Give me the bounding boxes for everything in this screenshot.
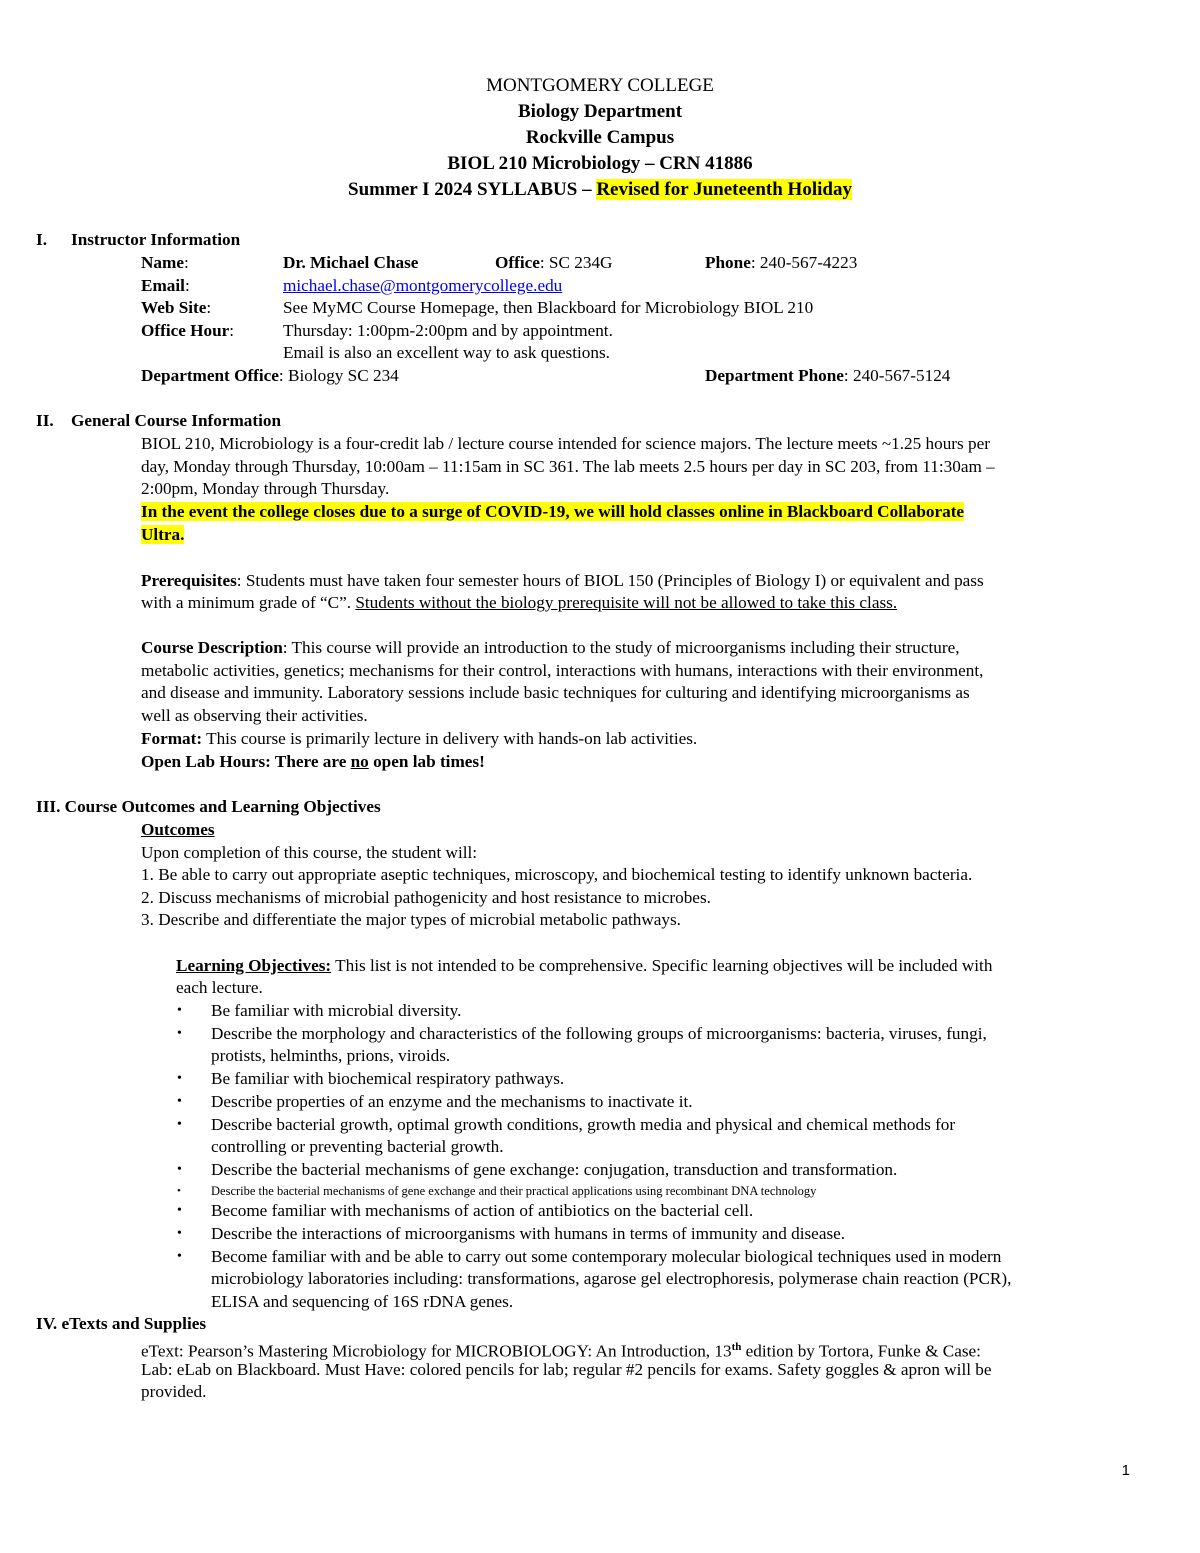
office-hour-value: Thursday: 1:00pm-2:00pm and by appointment. (283, 321, 613, 340)
term-label: Summer I 2024 SYLLABUS – (348, 179, 597, 200)
web-site-label: Web Site: (141, 298, 212, 317)
prerequisites-cont: with a minimum grade of “C”. Students without the biology prerequisite will not be allowed to take this class. (141, 593, 898, 612)
course-info-line: day, Monday through Thursday, 10:00am – 11:15am in SC 361. The lab meets 2.5 hours per day in SC 203, from 11:30am – (141, 457, 995, 476)
office-hour-label: Office Hour: (141, 321, 235, 340)
objective-item: Describe the morphology and characteristics of the following groups of microorganisms: bacteria, viruses, fungi, (211, 1024, 987, 1043)
bullet-icon: • (177, 1162, 182, 1177)
prerequisite-warning: Students without the biology prerequisite will not be allowed to take this class. (355, 593, 898, 612)
outcomes-intro: Upon completion of this course, the student will: (141, 843, 478, 862)
header-block (0, 73, 1200, 203)
learning-objectives-intro-cont: each lecture. (176, 978, 263, 997)
section-4-title: IV. eTexts and Supplies (36, 1314, 207, 1333)
course-description: Course Description: This course will provide an introduction to the study of microorganisms including their structure, (141, 638, 960, 657)
objective-item: Become familiar with mechanisms of action of antibiotics on the bacterial cell. (211, 1201, 754, 1220)
office-hour-note: Email is also an excellent way to ask questions. (283, 343, 610, 362)
learning-objectives-intro: Learning Objectives: This list is not intended to be comprehensive. Specific learning objectives will be included with (176, 956, 993, 975)
covid-notice: Ultra. (141, 525, 185, 544)
covid-notice: In the event the college closes due to a surge of COVID-19, we will hold classes online in Blackboard Collaborate (141, 502, 965, 521)
revision-note: Revised for Juneteenth Holiday (596, 179, 852, 200)
bullet-icon: • (177, 1071, 182, 1086)
course-description-line: metabolic activities, genetics; mechanisms for their control, interactions with humans, interactions with their environment, (141, 661, 984, 680)
objective-item-cont: microbiology laboratories including: transformations, agarose gel electrophoresis, polymerase chain reaction (PCR), (211, 1269, 1012, 1288)
format-line: Format: This course is primarily lecture in delivery with hands-on lab activities. (141, 729, 698, 748)
department-phone: Department Phone: 240-567-5124 (705, 366, 951, 385)
objective-item: Describe the interactions of microorganisms with humans in terms of immunity and disease. (211, 1224, 846, 1243)
term-title (0, 177, 1200, 203)
phone-info: Phone: 240-567-4223 (705, 253, 858, 272)
section-2-number: II. (36, 411, 54, 430)
etext-line: eText: Pearson’s Mastering Microbiology for MICROBIOLOGY: An Introduction, 13th edition by Tortora, Funke & Case: (141, 1341, 981, 1361)
bullet-icon: • (177, 1026, 182, 1041)
objective-item: Become familiar with and be able to carry out some contemporary molecular biological techniques used in modern (211, 1247, 1002, 1266)
outcome-item: 1. Be able to carry out appropriate aseptic techniques, microscopy, and biochemical testing to identify unknown bacteria. (141, 865, 973, 884)
supplies-line: Lab: eLab on Blackboard. Must Have: colored pencils for lab; regular #2 pencils for exams. Safety goggles & apron will be (141, 1360, 992, 1379)
instructor-name: Dr. Michael Chase (283, 253, 419, 272)
section-1-title: Instructor Information (71, 230, 241, 249)
bullet-icon: • (177, 1203, 182, 1218)
email-label: Email: (141, 276, 190, 295)
objective-item-cont: controlling or preventing bacterial growth. (211, 1137, 504, 1156)
bullet-icon: • (177, 1249, 182, 1264)
course-info-line: BIOL 210, Microbiology is a four-credit lab / lecture course intended for science majors. The lecture meets ~1.25 hours per (141, 434, 990, 453)
supplies-line-cont: provided. (141, 1382, 207, 1401)
bullet-icon: • (177, 1226, 182, 1241)
outcome-item: 2. Discuss mechanisms of microbial pathogenicity and host resistance to microbes. (141, 888, 711, 907)
course-description-line: and disease and immunity. Laboratory sessions include basic techniques for culturing and identifying microorganisms as (141, 683, 970, 702)
objective-item: Be familiar with biochemical respiratory pathways. (211, 1069, 565, 1088)
learning-objectives-heading: Learning Objectives: (176, 956, 332, 975)
outcome-item: 3. Describe and differentiate the major types of microbial metabolic pathways. (141, 910, 681, 929)
web-site-value: See MyMC Course Homepage, then Blackboard for Microbiology BIOL 210 (283, 298, 814, 317)
section-3-title: III. Course Outcomes and Learning Objectives (36, 797, 381, 816)
section-1-number: I. (36, 230, 47, 249)
email-field (283, 275, 562, 297)
objective-item: Be familiar with microbial diversity. (211, 1001, 462, 1020)
bullet-icon: • (177, 1117, 182, 1132)
objective-item-cont: ELISA and sequencing of 16S rDNA genes. (211, 1292, 514, 1311)
outcomes-heading: Outcomes (141, 820, 215, 839)
bullet-icon: • (177, 1185, 181, 1197)
objective-item: Describe bacterial growth, optimal growth conditions, growth media and physical and chemical methods for (211, 1115, 956, 1134)
open-lab-hours: Open Lab Hours: There are no open lab times! (141, 752, 485, 771)
course-info-line: 2:00pm, Monday through Thursday. (141, 479, 390, 498)
college-name: MONTGOMERY COLLEGE (486, 75, 714, 96)
objective-item: Describe the bacterial mechanisms of gene exchange and their practical applications using recombinant DNA technology (211, 1184, 817, 1198)
name-label: Name: (141, 253, 189, 272)
objective-item: Describe the bacterial mechanisms of gene exchange: conjugation, transduction and transformation. (211, 1160, 898, 1179)
department-office: Department Office: Biology SC 234 (141, 366, 399, 385)
prerequisites: Prerequisites: Students must have taken four semester hours of BIOL 150 (Principles of Biology I) or equivalent and pass (141, 571, 984, 590)
bullet-icon: • (177, 1003, 182, 1018)
campus-name: Rockville Campus (525, 127, 675, 148)
email-link[interactable]: michael.chase@montgomerycollege.edu (283, 276, 563, 295)
section-2-title: General Course Information (71, 411, 282, 430)
bullet-icon: • (177, 1094, 182, 1109)
objective-item: Describe properties of an enzyme and the mechanisms to inactivate it. (211, 1092, 693, 1111)
course-description-line: well as observing their activities. (141, 706, 368, 725)
course-title: BIOL 210 Microbiology – CRN 41886 (447, 153, 753, 174)
office-info: Office: SC 234G (495, 253, 613, 272)
objective-item-cont: protists, helminths, prions, viroids. (211, 1046, 451, 1065)
department-name: Biology Department (517, 101, 683, 122)
page-number: 1 (1121, 1462, 1130, 1479)
